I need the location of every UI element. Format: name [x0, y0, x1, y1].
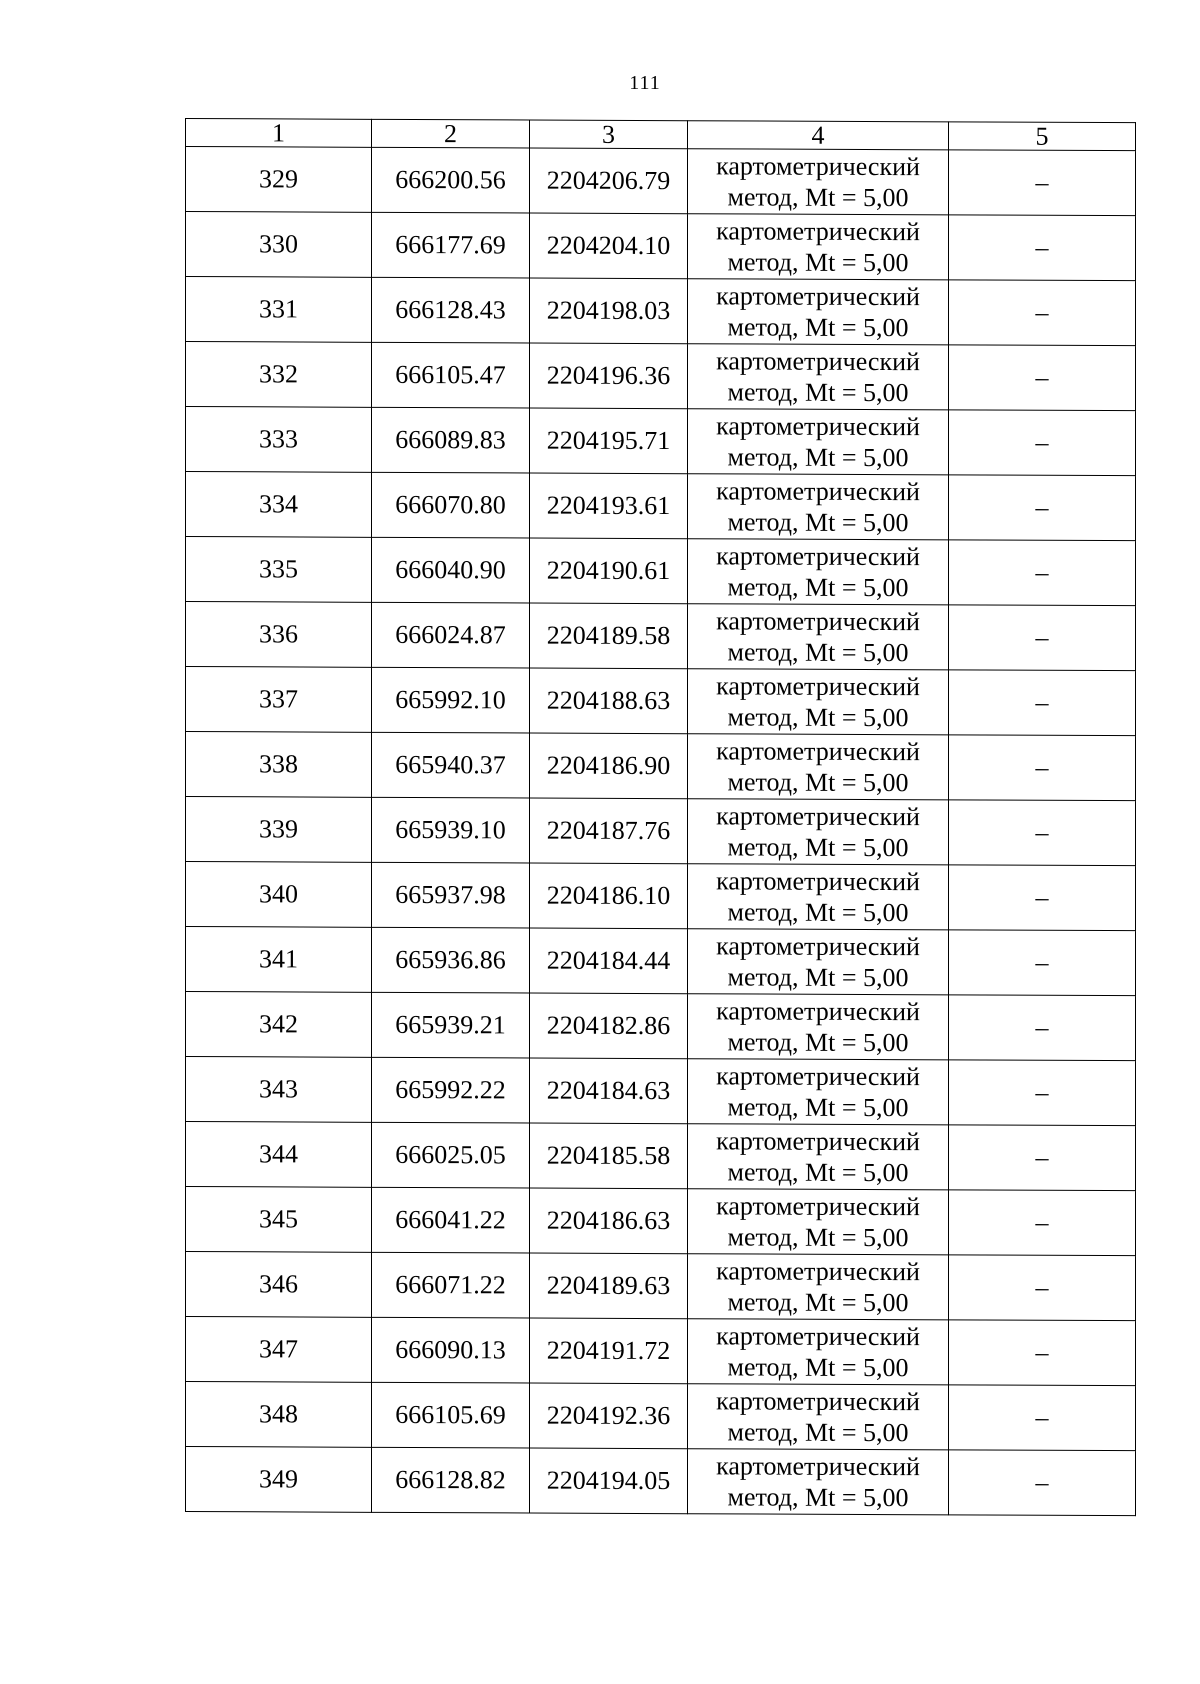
x-coordinate-cell: 665992.22 [372, 1057, 530, 1123]
x-coordinate-cell: 666025.05 [372, 1122, 530, 1188]
y-coordinate-cell: 2204186.10 [530, 863, 688, 929]
y-coordinate-cell: 2204189.63 [530, 1253, 688, 1319]
method-line-2: метод, Mt = 5,00 [727, 377, 909, 408]
x-coordinate-cell: 665937.98 [372, 862, 530, 928]
note-cell: – [949, 280, 1136, 346]
x-coordinate-cell: 666040.90 [372, 537, 530, 603]
method-line-2: метод, Mt = 5,00 [727, 1417, 909, 1448]
y-coordinate-cell: 2204186.90 [530, 733, 688, 799]
method-cell [688, 474, 949, 540]
method-cell [688, 669, 949, 735]
method-line-1: картометрический [716, 671, 920, 702]
point-number-cell: 342 [186, 992, 372, 1058]
x-coordinate-cell: 666128.43 [372, 277, 530, 343]
x-coordinate-cell: 666105.47 [372, 342, 530, 408]
note-cell: – [949, 670, 1136, 736]
table-row [186, 602, 1136, 671]
method-cell [688, 864, 949, 930]
x-coordinate-cell: 665940.37 [372, 732, 530, 798]
point-number-cell: 329 [186, 147, 372, 213]
note-cell: – [949, 930, 1136, 996]
method-line-1: картометрический [716, 1386, 920, 1417]
page-number: 111 [629, 72, 661, 94]
method-cell [688, 799, 949, 865]
point-number-cell: 337 [186, 667, 372, 733]
note-cell: – [949, 1060, 1136, 1126]
point-number-cell: 334 [186, 472, 372, 538]
method-cell [688, 279, 949, 345]
point-number-cell: 341 [186, 927, 372, 993]
table-row [186, 147, 1136, 216]
note-cell: – [949, 215, 1136, 281]
method-line-1: картометрический [716, 1126, 920, 1157]
method-line-2: метод, Mt = 5,00 [727, 247, 909, 278]
column-header-1: 1 [186, 119, 372, 148]
note-cell: – [949, 735, 1136, 801]
table-row [186, 472, 1136, 541]
method-cell [688, 929, 949, 995]
method-line-1: картометрический [716, 996, 920, 1027]
point-number-cell: 340 [186, 862, 372, 928]
y-coordinate-cell: 2204196.36 [530, 343, 688, 409]
table-row [186, 407, 1136, 476]
method-line-1: картометрический [716, 476, 920, 507]
method-line-2: метод, Mt = 5,00 [727, 702, 909, 733]
note-cell: – [949, 1190, 1136, 1256]
method-line-2: метод, Mt = 5,00 [727, 897, 909, 928]
method-line-2: метод, Mt = 5,00 [727, 507, 909, 538]
table-row [186, 1187, 1136, 1256]
table-row [186, 212, 1136, 281]
method-line-1: картометрический [716, 541, 920, 572]
table-row [186, 862, 1136, 931]
point-number-cell: 347 [186, 1317, 372, 1383]
y-coordinate-cell: 2204182.86 [530, 993, 688, 1059]
point-number-cell: 345 [186, 1187, 372, 1253]
point-number-cell: 330 [186, 212, 372, 278]
note-cell: – [949, 1125, 1136, 1191]
table-row [186, 667, 1136, 736]
note-cell: – [949, 1385, 1136, 1451]
point-number-cell: 346 [186, 1252, 372, 1318]
table-row [186, 1252, 1136, 1321]
column-header-4: 4 [688, 121, 949, 150]
method-line-1: картометрический [716, 281, 920, 312]
method-cell [688, 214, 949, 280]
x-coordinate-cell: 666070.80 [372, 472, 530, 538]
table-row [186, 1447, 1136, 1516]
method-line-1: картометрический [716, 736, 920, 767]
method-line-1: картометрический [716, 1061, 920, 1092]
note-cell: – [949, 475, 1136, 541]
method-line-2: метод, Mt = 5,00 [727, 1157, 909, 1188]
x-coordinate-cell: 666177.69 [372, 212, 530, 278]
method-line-1: картометрический [716, 1451, 920, 1482]
method-line-2: метод, Mt = 5,00 [727, 182, 909, 213]
column-header-3: 3 [530, 120, 688, 149]
method-line-1: картометрический [716, 411, 920, 442]
method-line-2: метод, Mt = 5,00 [727, 962, 909, 993]
method-line-2: метод, Mt = 5,00 [727, 1352, 909, 1383]
method-cell [688, 149, 949, 215]
method-line-2: метод, Mt = 5,00 [727, 1287, 909, 1318]
method-cell [688, 409, 949, 475]
point-number-cell: 348 [186, 1382, 372, 1448]
table-row [186, 1057, 1136, 1126]
table-row [186, 342, 1136, 411]
note-cell: – [949, 605, 1136, 671]
y-coordinate-cell: 2204191.72 [530, 1318, 688, 1384]
y-coordinate-cell: 2204184.63 [530, 1058, 688, 1124]
note-cell: – [949, 345, 1136, 411]
y-coordinate-cell: 2204206.79 [530, 148, 688, 214]
table-row [186, 797, 1136, 866]
point-number-cell: 332 [186, 342, 372, 408]
x-coordinate-cell: 665992.10 [372, 667, 530, 733]
x-coordinate-cell: 666071.22 [372, 1252, 530, 1318]
table-row [186, 1122, 1136, 1191]
method-line-1: картометрический [716, 1321, 920, 1352]
point-number-cell: 336 [186, 602, 372, 668]
method-line-2: метод, Mt = 5,00 [727, 312, 909, 343]
method-cell [688, 539, 949, 605]
method-cell [688, 734, 949, 800]
point-number-cell: 338 [186, 732, 372, 798]
note-cell: – [949, 1320, 1136, 1386]
point-number-cell: 335 [186, 537, 372, 603]
y-coordinate-cell: 2204192.36 [530, 1383, 688, 1449]
point-number-cell: 343 [186, 1057, 372, 1123]
method-line-2: метод, Mt = 5,00 [727, 442, 909, 473]
y-coordinate-cell: 2204189.58 [530, 603, 688, 669]
column-header-2: 2 [372, 119, 530, 148]
note-cell: – [949, 995, 1136, 1061]
method-line-1: картометрический [716, 606, 920, 637]
column-header-5: 5 [949, 122, 1136, 151]
point-number-cell: 333 [186, 407, 372, 473]
method-line-1: картометрический [716, 801, 920, 832]
x-coordinate-cell: 665936.86 [372, 927, 530, 993]
point-number-cell: 339 [186, 797, 372, 863]
method-line-1: картометрический [716, 1256, 920, 1287]
method-line-2: метод, Mt = 5,00 [727, 1222, 909, 1253]
table-body [186, 119, 1136, 1516]
note-cell: – [949, 1255, 1136, 1321]
method-line-2: метод, Mt = 5,00 [727, 637, 909, 668]
note-cell: – [949, 1450, 1136, 1516]
table-row [186, 927, 1136, 996]
method-cell [688, 1254, 949, 1320]
y-coordinate-cell: 2204204.10 [530, 213, 688, 279]
x-coordinate-cell: 666089.83 [372, 407, 530, 473]
method-line-2: метод, Mt = 5,00 [727, 767, 909, 798]
method-cell [688, 604, 949, 670]
method-cell [688, 994, 949, 1060]
y-coordinate-cell: 2204198.03 [530, 278, 688, 344]
x-coordinate-cell: 666041.22 [372, 1187, 530, 1253]
table-row [186, 732, 1136, 801]
y-coordinate-cell: 2204186.63 [530, 1188, 688, 1254]
method-cell [688, 1059, 949, 1125]
table-row [186, 1317, 1136, 1386]
note-cell: – [949, 540, 1136, 606]
table-row [186, 992, 1136, 1061]
method-cell [688, 1124, 949, 1190]
method-cell [688, 1319, 949, 1385]
method-cell [688, 1384, 949, 1450]
table-row [186, 537, 1136, 606]
method-line-1: картометрический [716, 216, 920, 247]
y-coordinate-cell: 2204184.44 [530, 928, 688, 994]
method-line-1: картометрический [716, 931, 920, 962]
x-coordinate-cell: 666128.82 [372, 1447, 530, 1513]
note-cell: – [949, 150, 1136, 216]
y-coordinate-cell: 2204194.05 [530, 1448, 688, 1514]
y-coordinate-cell: 2204190.61 [530, 538, 688, 604]
method-line-2: метод, Mt = 5,00 [727, 1092, 909, 1123]
y-coordinate-cell: 2204188.63 [530, 668, 688, 734]
x-coordinate-cell: 666024.87 [372, 602, 530, 668]
coordinates-table [185, 118, 1136, 1516]
table-row [186, 277, 1136, 346]
point-number-cell: 331 [186, 277, 372, 343]
method-line-2: метод, Mt = 5,00 [727, 1027, 909, 1058]
method-cell [688, 344, 949, 410]
method-line-1: картометрический [716, 866, 920, 897]
note-cell: – [949, 865, 1136, 931]
x-coordinate-cell: 666105.69 [372, 1382, 530, 1448]
method-line-1: картометрический [716, 346, 920, 377]
method-line-1: картометрический [716, 151, 920, 182]
method-line-2: метод, Mt = 5,00 [727, 1482, 909, 1513]
method-line-2: метод, Mt = 5,00 [727, 572, 909, 603]
method-cell [688, 1189, 949, 1255]
point-number-cell: 344 [186, 1122, 372, 1188]
x-coordinate-cell: 665939.10 [372, 797, 530, 863]
method-cell [688, 1449, 949, 1515]
y-coordinate-cell: 2204185.58 [530, 1123, 688, 1189]
table-header-row [186, 119, 1136, 151]
x-coordinate-cell: 665939.21 [372, 992, 530, 1058]
y-coordinate-cell: 2204193.61 [530, 473, 688, 539]
x-coordinate-cell: 666090.13 [372, 1317, 530, 1383]
note-cell: – [949, 410, 1136, 476]
x-coordinate-cell: 666200.56 [372, 147, 530, 213]
y-coordinate-cell: 2204187.76 [530, 798, 688, 864]
y-coordinate-cell: 2204195.71 [530, 408, 688, 474]
note-cell: – [949, 800, 1136, 866]
point-number-cell: 349 [186, 1447, 372, 1513]
method-line-2: метод, Mt = 5,00 [727, 832, 909, 863]
table-row [186, 1382, 1136, 1451]
method-line-1: картометрический [716, 1191, 920, 1222]
